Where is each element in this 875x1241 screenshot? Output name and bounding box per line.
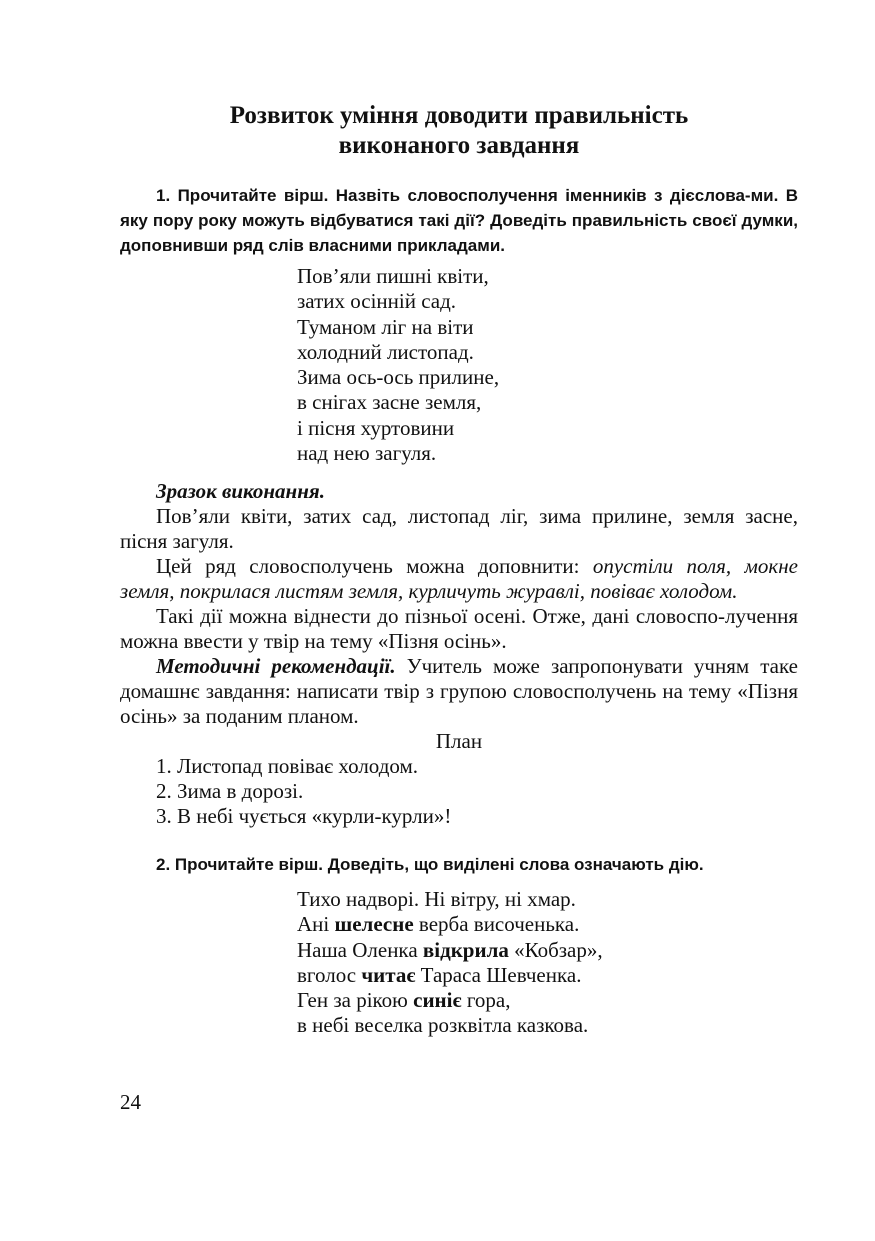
highlighted-verb: шелесне xyxy=(334,912,414,937)
sample-solution xyxy=(120,479,798,829)
poem-2-text: Наша Оленка xyxy=(297,937,423,962)
task-1-text: 1. Прочитайте вірш. Назвіть словосполучення іменників з дієслова-ми. В яку пору року можуть відбуватися такі дії? Доведіть правильність своєї думки, доповнивши ряд слів власними прикладами. xyxy=(120,186,798,255)
plan-item: 1. Листопад повіває холодом. xyxy=(156,754,419,778)
highlighted-verb: відкрила xyxy=(422,937,509,962)
title-line-2: виконаного завдання xyxy=(338,132,580,159)
poem-2-text: вголос xyxy=(297,962,362,987)
poem-1-line: і пісня хуртовини xyxy=(297,415,455,440)
sample-paragraph-3: Такі дії можна віднести до пізньої осені. Отже, дані словоспо-лучення можна ввести у твір на тему «Пізня осінь». xyxy=(120,604,798,653)
poem-1-line: затих осінній сад. xyxy=(297,289,457,314)
poem-2-text: верба височенька. xyxy=(413,912,580,937)
poem-1-line: Зима ось-ось прилине, xyxy=(297,365,500,390)
poem-1-line: холодний листопад. xyxy=(297,339,474,364)
highlighted-verb: читає xyxy=(361,962,416,987)
poem-2-line: Тихо надворі. Ні вітру, ні хмар. xyxy=(297,887,576,911)
recommendations-text: Учитель може запропонувати учням таке домашнє завдання: написати твір з групою словосполучень на тему «Пізня осінь» за поданим планом. xyxy=(120,654,799,728)
sample-heading: Зразок виконання. xyxy=(156,479,325,503)
recommendations-heading: Методичні рекомендації. xyxy=(156,654,396,678)
task-1 xyxy=(120,183,798,258)
section-title xyxy=(120,101,798,161)
highlighted-verb: синіє xyxy=(413,988,462,1013)
poem-1-line: над нею загуля. xyxy=(297,441,437,466)
sample-paragraph-1: Пов’яли квіти, затих сад, листопад ліг, зима прилине, земля засне, пісня загуля. xyxy=(120,504,798,553)
page-number: 24 xyxy=(120,1090,141,1114)
poem-2-text: Ген за рікою xyxy=(297,988,414,1013)
poem-1-line: в снігах засне земля, xyxy=(297,390,482,415)
poem-1 xyxy=(297,264,499,466)
poem-1-line: Пов’яли пишні квіти, xyxy=(297,264,489,288)
plan-item: 2. Зима в дорозі. xyxy=(156,779,304,803)
task-2-text: 2. Прочитайте вірш. Доведіть, що виділені слова означають дію. xyxy=(156,855,704,874)
poem-1-line: Туманом ліг на віти xyxy=(297,314,474,339)
task-2 xyxy=(120,852,798,877)
sample-paragraph-2-examples: опустіли поля, мокне земля, покрилася листям земля, курличуть журавлі, повіває холодом. xyxy=(120,554,798,603)
poem-2 xyxy=(297,887,603,1039)
poem-2-text: «Кобзар», xyxy=(508,937,603,962)
poem-2-text: Тараса Шевченка. xyxy=(415,962,582,987)
poem-2-text: гора, xyxy=(461,988,511,1013)
poem-2-line xyxy=(297,912,603,937)
poem-2-text: Ані xyxy=(297,912,335,937)
poem-2-line: в небі веселка розквітла казкова. xyxy=(297,1013,589,1038)
poem-2-line xyxy=(297,988,603,1013)
plan-item: 3. В небі чується «курли-курли»! xyxy=(156,804,452,828)
title-line-1: Розвиток уміння доводити правильність xyxy=(229,102,689,129)
plan-title: План xyxy=(435,729,483,753)
recommendations-paragraph xyxy=(120,654,798,729)
poem-2-line xyxy=(297,938,603,963)
sample-paragraph-2 xyxy=(120,554,798,604)
sample-paragraph-2-lead: Цей ряд словосполучень можна доповнити: xyxy=(156,554,593,578)
poem-2-line xyxy=(297,963,603,988)
